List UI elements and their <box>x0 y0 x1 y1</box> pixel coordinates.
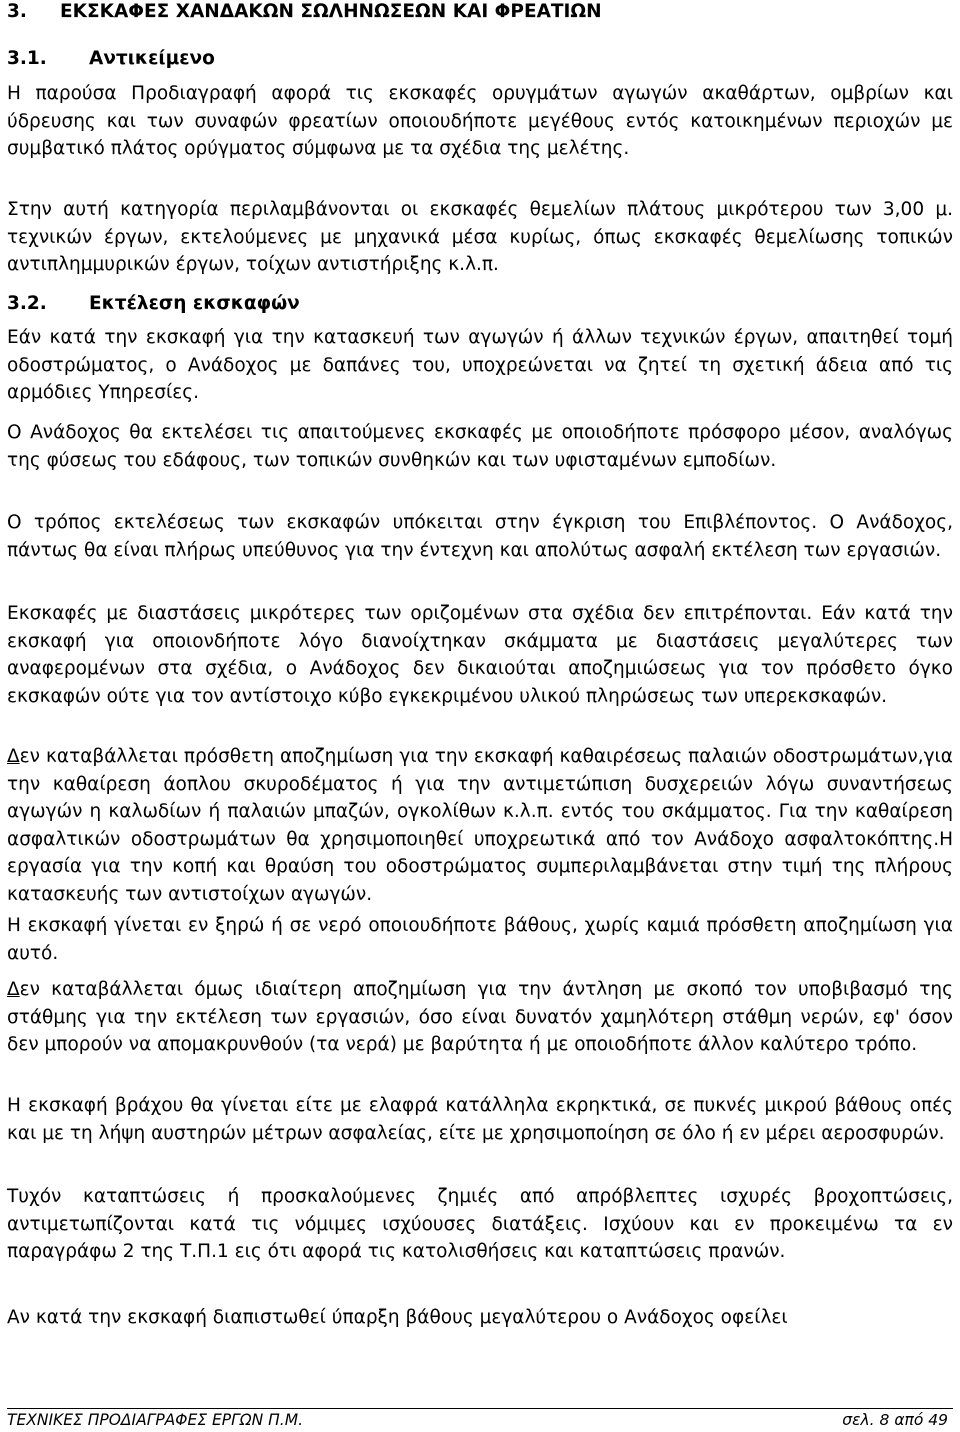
section-number: 3.2. <box>7 293 47 314</box>
paragraph-pumping <box>7 976 953 1059</box>
footer-document-title: ΤΕΧΝΙΚΕΣ ΠΡΟΔΙΑΓΡΑΦΕΣ ΕΡΓΩΝ Π.Μ. <box>7 1411 304 1429</box>
paragraph-excavation-means: Ο Ανάδοχος θα εκτελέσει τις απαιτούμενες εκσκαφές με οποιοδήποτε πρόσφορο μέσον, αναλόγως της φύσεως του εδάφους, των τοπικών συνθηκών και των υφισταμένων εμποδίων. <box>7 422 953 471</box>
section-title: Εκτέλεση εκσκαφών <box>89 293 300 314</box>
footer-page-number: σελ. 8 από 49 <box>842 1411 948 1429</box>
section-heading-3-1 <box>7 47 215 71</box>
section-number: 3.1. <box>7 48 47 69</box>
paragraph-rock-excavation: Η εκσκαφή βράχου θα γίνεται είτε με ελαφρά κατάλληλα εκρηκτικά, σε πυκνές μικρού βάθους οπές και με τη λήψη αυστηρών μέτρων ασφαλείας, είτε με χρησιμοποίηση σε όλο ή εν μέρει αεροσφυρών. <box>7 1095 953 1144</box>
paragraph-scope-foundations: Στην αυτή κατηγορία περιλαμβάνονται οι εκσκαφές θεμελίων πλάτους μικρότερου των 3,00 μ. τεχνικών έργων, εκτελούμενες με μηχανικά μέσα κυρίως, όπως εκσκαφές θεμελίωσης τοπικών αντιπλημμυρικών έργων, τοίχων αντιστήριξης κ.λ.π. <box>7 199 953 276</box>
chapter-number: 3. <box>7 1 27 22</box>
chapter-heading <box>7 0 602 24</box>
underlined-initial: Δ <box>7 979 20 1000</box>
paragraph-no-extra-compensation <box>7 743 953 909</box>
paragraph-text: εν καταβάλλεται πρόσθετη αποζημίωση για την εκσκαφή καθαιρέσεως παλαιών οδοστρωμάτων,για την καθαίρεση άοπλου σκυροδέματος ή για την αντιμετώπιση δυσχερειών λόγω συναντήσεως αγωγών η καλωδίων ή παλαιών μπαζών, ογκολίθων κ.λ.π. εντός του σκάμματος. Για την καθαίρεση ασφαλτικών οδοστρωμάτων θα χρησιμοποιηθεί υποχρεωτικά από τον Ανάδοχο ασφαλτοκόπτης.Η εργασία για την κοπή και θραύση του οδοστρώματος συμπεριλαμβάνεται στην τιμή της πλήρους κατασκευής των αντιστοίχων αγωγών. <box>7 746 953 905</box>
underlined-initial: Δ <box>7 746 20 767</box>
paragraph-dry-or-wet: Η εκσκαφή γίνεται εν ξηρώ ή σε νερό οποιουδήποτε βάθους, χωρίς καμιά πρόσθετη αποζημίωση για αυτό. <box>7 915 953 964</box>
paragraph-scope: Η παρούσα Προδιαγραφή αφορά τις εκσκαφές ορυγμάτων αγωγών ακαθάρτων, ομβρίων και ύδρευσης και των συναφών φρεατίων οποιουδήποτε μεγέθους εντός κατοικημένων περιοχών με συμβατικό πλάτος ορύγματος σύμφωνα με τα σχέδια της μελέτης. <box>7 83 953 160</box>
chapter-title: ΕΚΣΚΑΦΕΣ ΧΑΝΔΑΚΩΝ ΣΩΛΗΝΩΣΕΩΝ ΚΑΙ ΦΡΕΑΤΙΩΝ <box>60 1 602 22</box>
paragraph-supervision: Ο τρόπος εκτελέσεως των εκσκαφών υπόκειται στην έγκριση του Επιβλέποντος. Ο Ανάδοχος, πάντως θα είναι πλήρως υπεύθυνος για την έντεχνη και απολύτως ασφαλή εκτέλεση των εργασιών. <box>7 512 953 561</box>
paragraph-collapses: Τυχόν καταπτώσεις ή προσκαλούμενες ζημιές από απρόβλεπτες ισχυρές βροχοπτώσεις, αντιμετωπίζονται κατά τις νόμιμες ισχύουσες διατάξεις. Ισχύουν και εν προκειμένω τα εν παραγράφω 2 της Τ.Π.1 εις ότι αφορά τις κατολισθήσεις και καταπτώσεις πρανών. <box>7 1186 953 1263</box>
section-title: Αντικείμενο <box>89 48 215 69</box>
footer-divider <box>7 1408 953 1409</box>
paragraph-dimensions: Εκσκαφές με διαστάσεις μικρότερες των οριζομένων στα σχέδια δεν επιτρέπονται. Εάν κατά την εκσκαφή για οποιονδήποτε λόγο διανοίχτηκαν σκάμματα με διαστάσεις μεγαλύτερες των αναφερομένων στα σχέδια, ο Ανάδοχος δεν δικαιούται αποζημιώσεως για τον πρόσθετο όγκο εκσκαφών ούτε για τον αντίστοιχο κύβο εγκεκριμένου υλικού πληρώσεως των υπερεκσκαφών. <box>7 603 953 707</box>
paragraph-road-cut-permit: Εάν κατά την εκσκαφή για την κατασκευή των αγωγών ή άλλων τεχνικών έργων, απαιτηθεί τομή οδοστρώματος, ο Ανάδοχος με δαπάνες του, υποχρεώνεται να ζητεί τη σχετική άδεια από τις αρμόδιες Υπηρεσίες. <box>7 327 953 404</box>
paragraph-findings: Αν κατά την εκσκαφή διαπιστωθεί ύπαρξη βάθους μεγαλύτερου ο Ανάδοχος οφείλει <box>7 1307 788 1328</box>
paragraph-text: εν καταβάλλεται όμως ιδιαίτερη αποζημίωση για την άντληση με σκοπό τον υποβιβασμό της στάθμης για την εκτέλεση των εργασιών, όσο είναι δυνατόν χαμηλότερη στάθμη νερών, εφ' όσον δεν μπορούν να απομακρυνθούν (τα νερά) με βαρύτητα ή με οποιοδήποτε άλλον καλύτερο τρόπο. <box>7 979 953 1056</box>
section-heading-3-2 <box>7 292 300 316</box>
